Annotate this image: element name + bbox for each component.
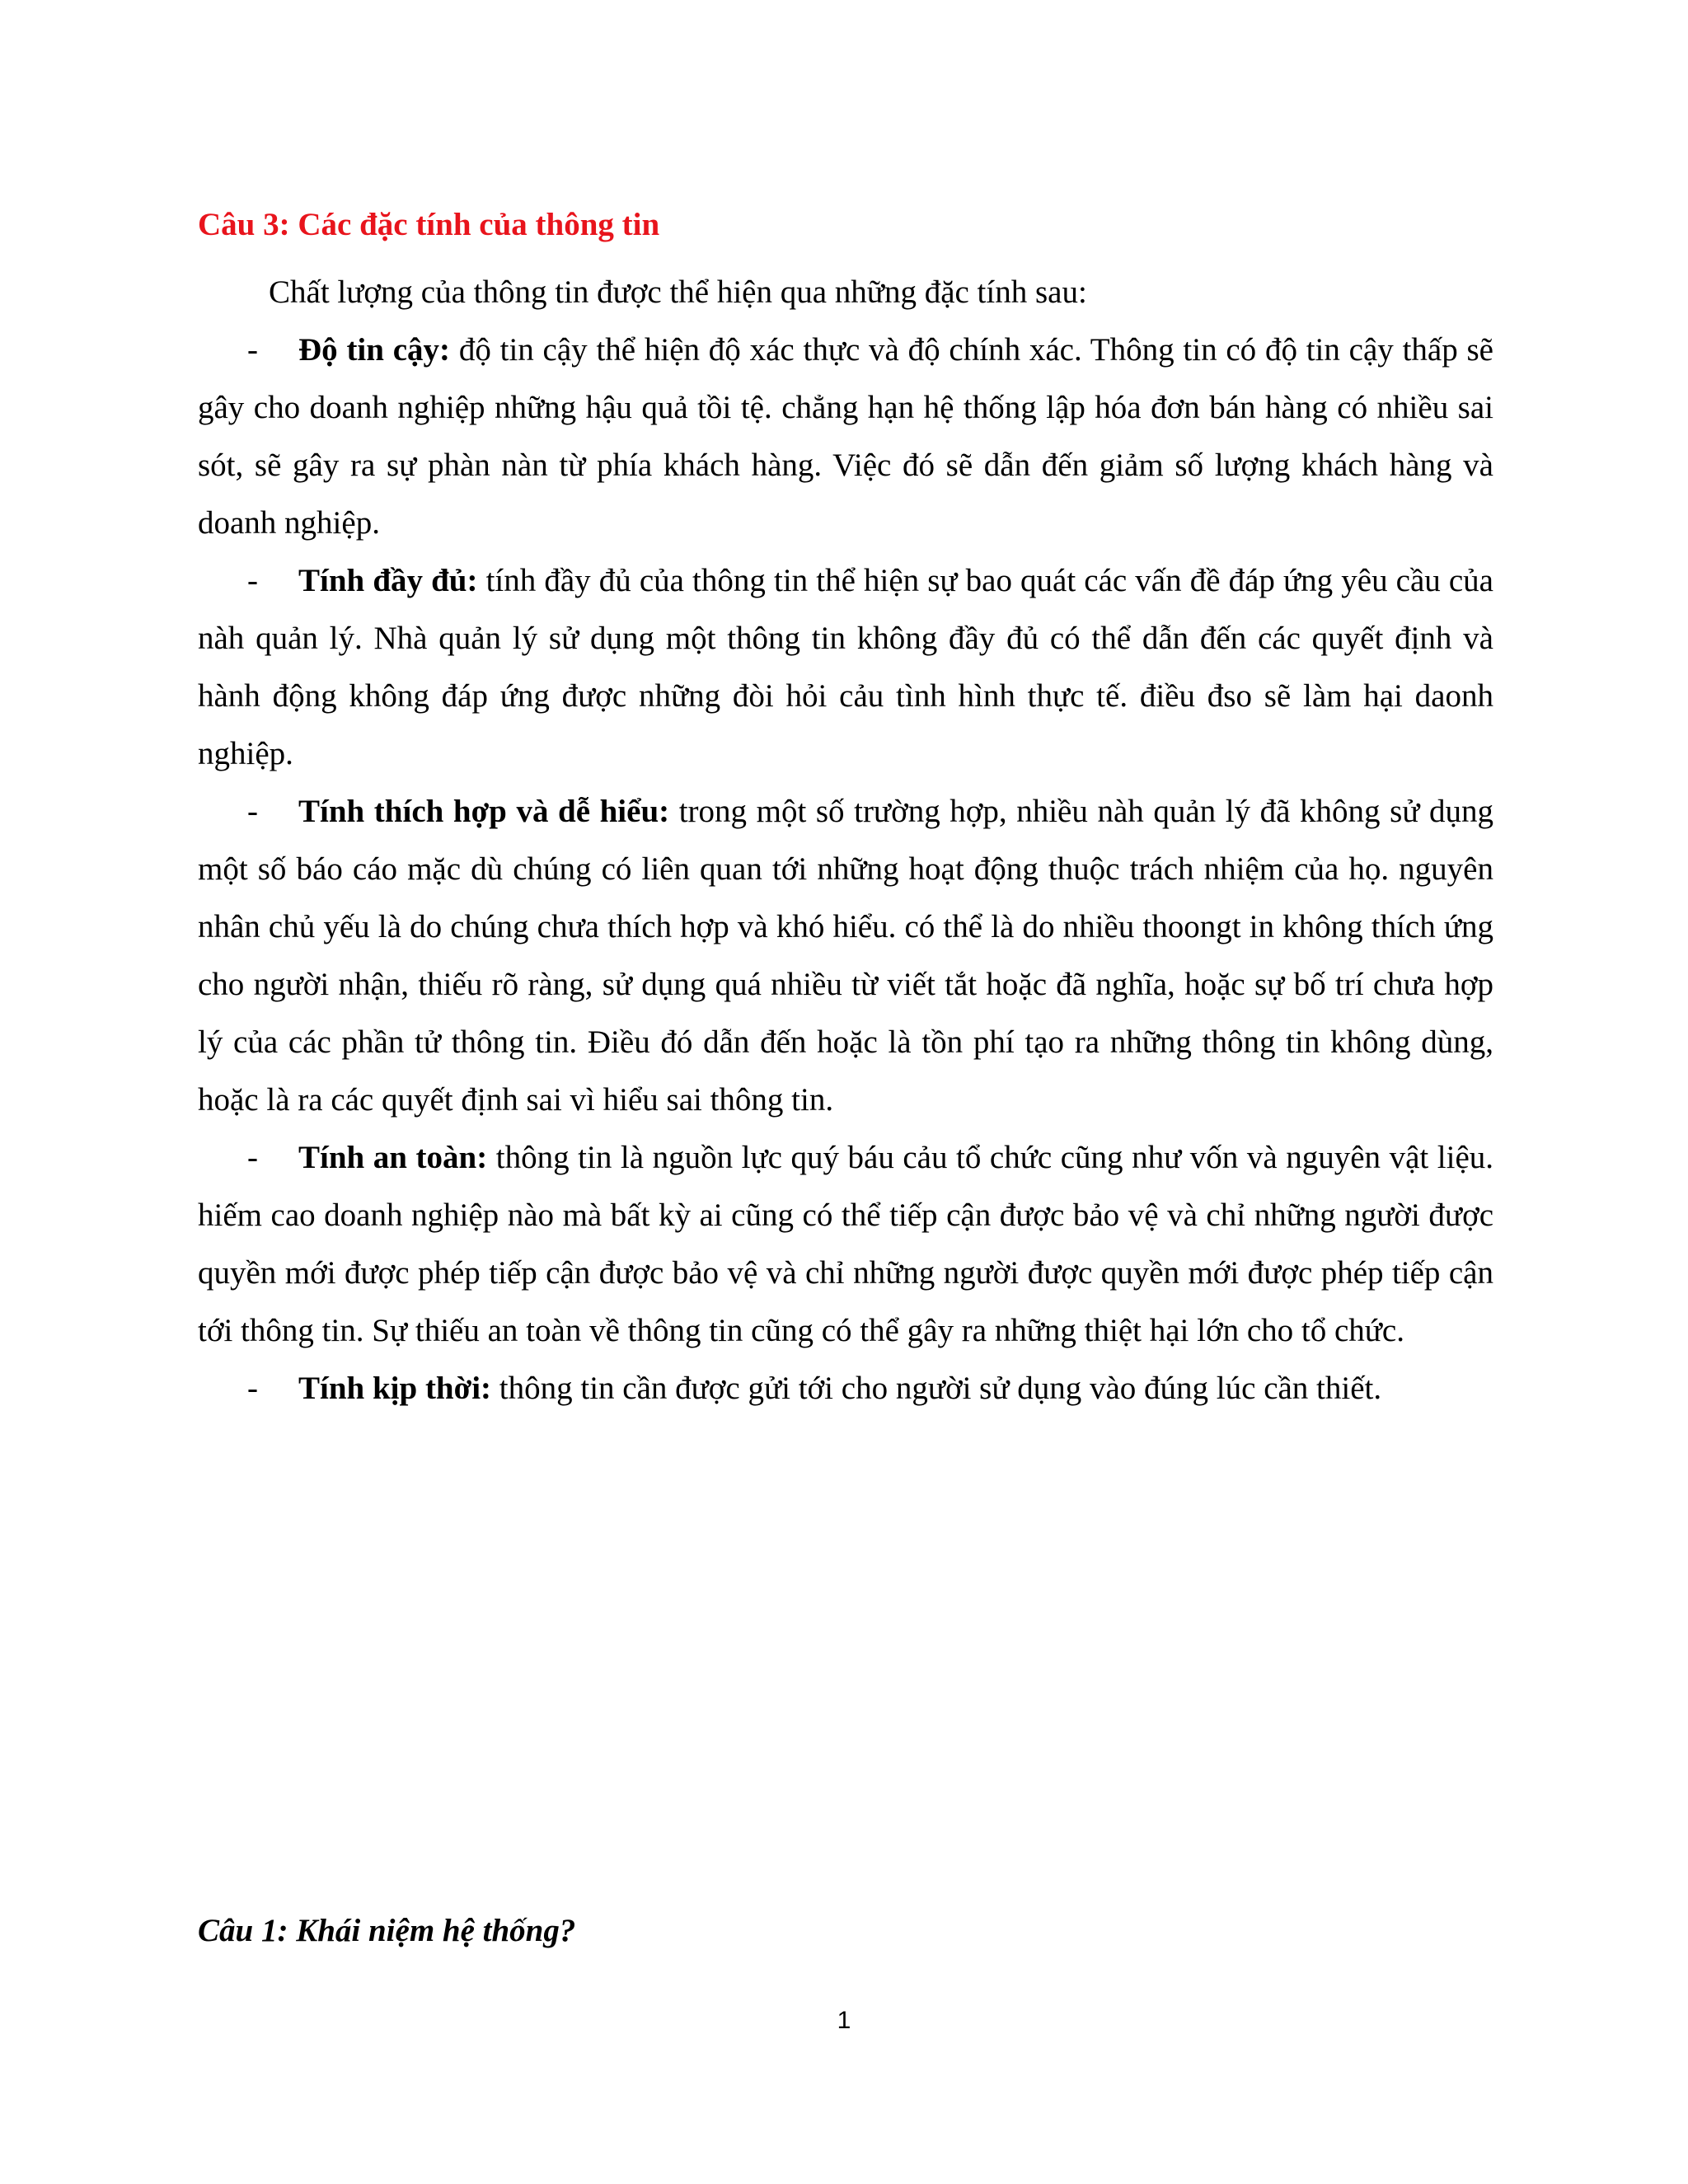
item-term: Độ tin cậy: [298,332,451,368]
item-text: độ tin cậy thể hiện độ xác thực và độ chính xác. Thông tin có độ tin cậy thấp sẽ gây cho doanh nghiệp những hậu quả tồi tệ. chẳng hạn hệ thống lập hóa đơn bán hàng có nhiều sai sót, sẽ gây ra sự phàn nàn từ phía khách hàng. Việc đó sẽ dẫn đến giảm số lượng khách hàng và doanh nghiệp. [198,332,1493,541]
list-item-tinh-kip-thoi [198,1360,1493,1418]
item-text: thông tin là nguồn lực quý báu cảu tổ chức cũng như vốn và nguyên vật liệu. hiếm cao doanh nghiệp nào mà bất kỳ ai cũng có thể tiếp cận được bảo vệ và chỉ những người được quyền mới được phép tiếp cận được bảo vệ và chỉ những người được quyền mới được phép tiếp cận tới thông tin. Sự thiếu an toàn về thông tin cũng có thể gây ra những thiệt hại lớn cho tổ chức. [198,1140,1494,1348]
item-text: tính đầy đủ của thông tin thể hiện sự bao quát các vấn đề đáp ứng yêu cầu của nàh quản lý. Nhà quản lý sử dụng một thông tin không đầy đủ có thể dẫn đến các quyết định và hành động không đáp ứng được những đòi hỏi cảu tình hình thực tế. điều đso sẽ làm hại daonh nghiệp. [198,563,1493,771]
list-bullet: - [247,563,258,598]
list-item-do-tin-cay [198,321,1493,552]
list-bullet: - [247,332,258,368]
item-text: thông tin cần được gửi tới cho người sử dụng vào đúng lúc cần thiết. [491,1371,1382,1406]
intro-paragraph: Chất lượng của thông tin được thể hiện qua những đặc tính sau: [269,274,1087,310]
list-item-tinh-an-toan [198,1129,1493,1360]
section-heading-cau-3: Câu 3: Các đặc tính của thông tin [198,207,660,242]
item-term: Tính thích hợp và dễ hiểu: [298,794,670,829]
list-item-tinh-day-du [198,552,1493,783]
item-text: trong một số trường hợp, nhiều nàh quản lý đã không sử dụng một số báo cáo mặc dù chúng có liên quan tới những hoạt động thuộc trách nhiệm của họ. nguyên nhân chủ yếu là do chúng chưa thích hợp và khó hiểu. có thể là do nhiều thoongt in không thích ứng cho người nhận, thiếu rõ ràng, sử dụng quá nhiều từ viết tắt hoặc đã nghĩa, hoặc sự bố trí chưa hợp lý của các phần tử thông tin. Điều đó dẫn đến hoặc là tồn phí tạo ra những thông tin không dùng, hoặc là ra các quyết định sai vì hiểu sai thông tin. [198,794,1493,1118]
item-term: Tính đầy đủ: [298,563,478,598]
list-bullet: - [247,794,258,829]
list-item-tinh-thich-hop [198,783,1493,1129]
list-bullet: - [247,1371,258,1406]
document-body [198,204,1493,1418]
list-bullet: - [247,1140,258,1175]
item-term: Tính an toàn: [298,1140,488,1175]
item-term: Tính kịp thời: [298,1371,492,1406]
section-heading-cau-1: Câu 1: Khái niệm hệ thống? [198,1913,576,1948]
page-number: 1 [837,2007,851,2034]
